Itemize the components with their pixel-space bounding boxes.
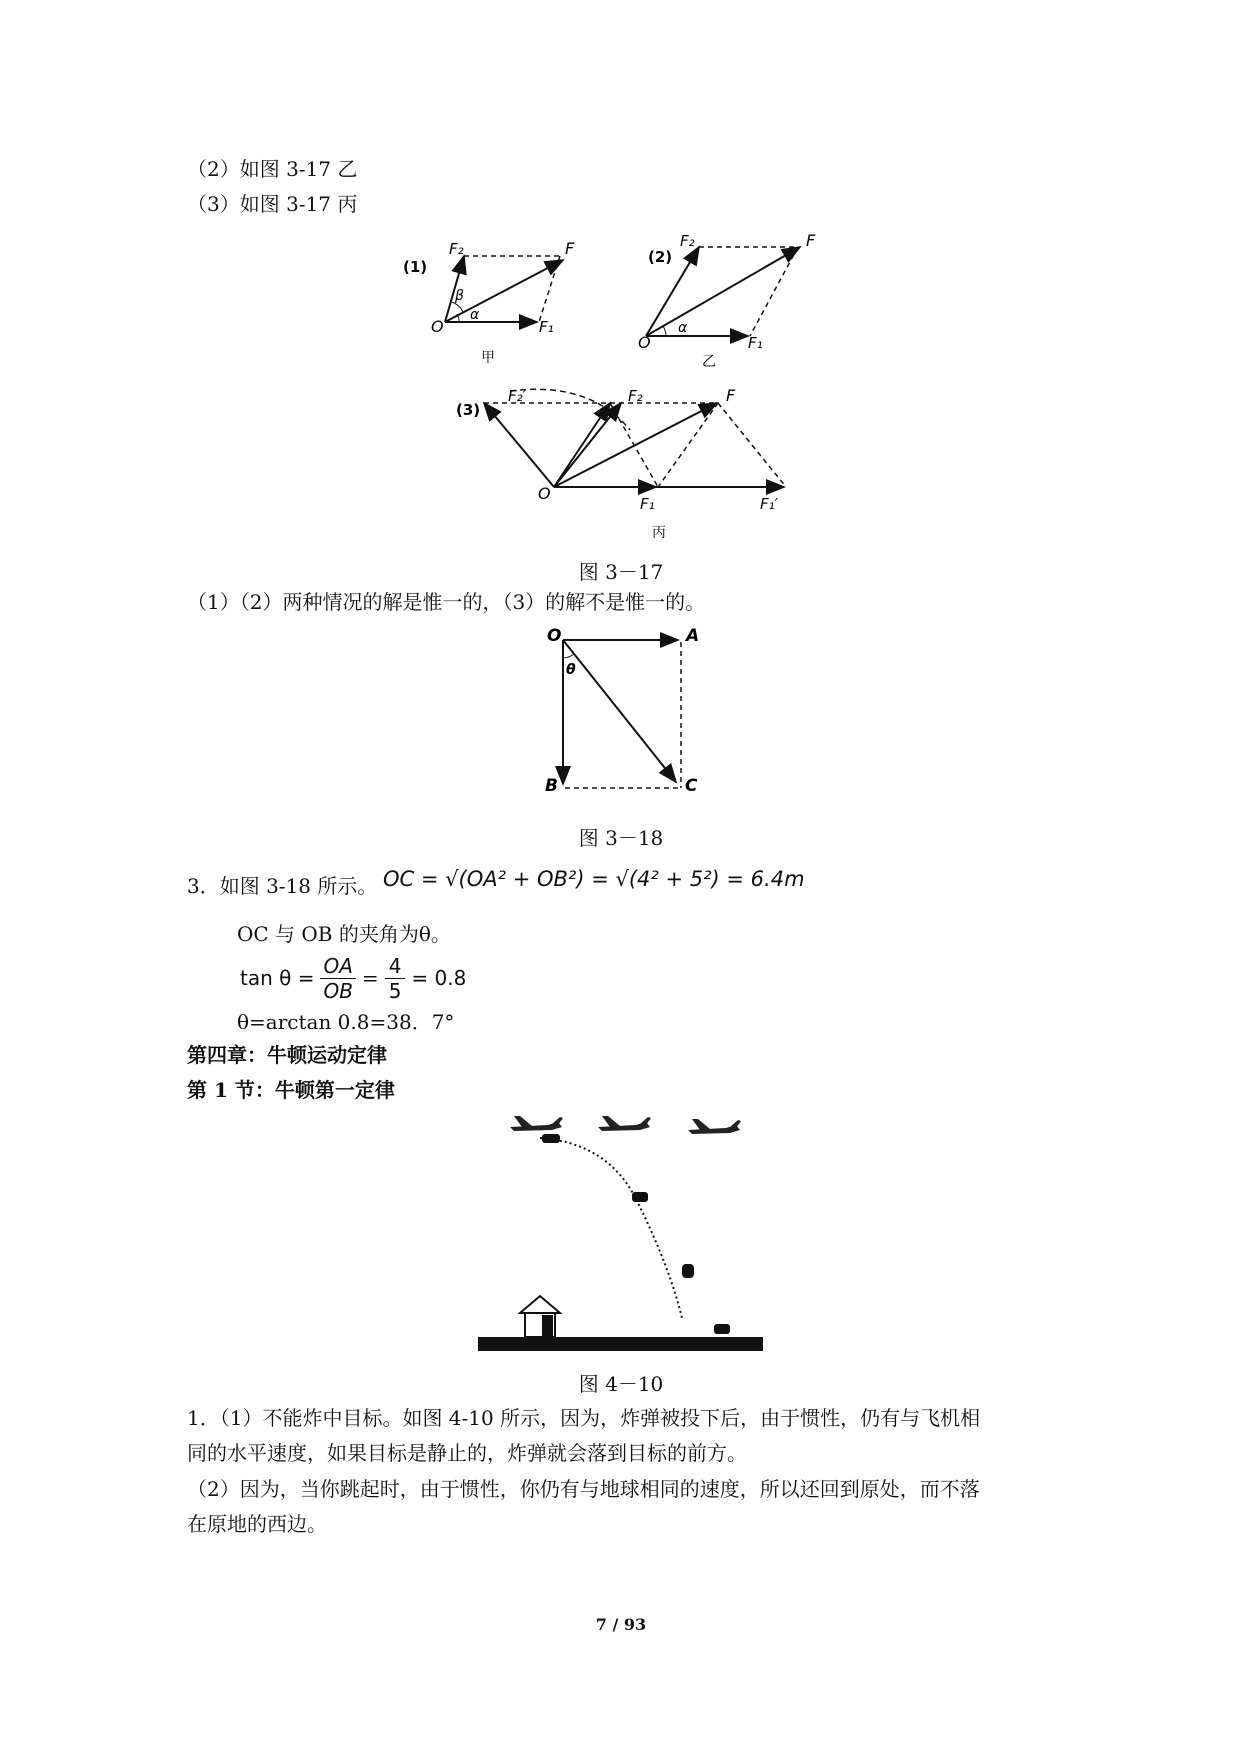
bing-dash-f1p bbox=[718, 403, 786, 487]
fig318-theta-arc bbox=[563, 654, 574, 658]
figure-4-10-caption: 图 4－10 bbox=[578, 1372, 664, 1396]
tan-formula: tan θ = $\frac{OA}{OB}$ = $\frac{4}{5}$ = 0.8 bbox=[240, 953, 467, 1003]
tan-den-1: OB bbox=[323, 978, 353, 1003]
bing-f-vector bbox=[554, 403, 717, 487]
jia-label-beta: β bbox=[455, 288, 464, 304]
ground-bar bbox=[478, 1337, 763, 1351]
bing-label-f1: F₁ bbox=[640, 495, 655, 513]
fig318-label-b: B bbox=[545, 776, 558, 796]
fig318-oc-vector bbox=[563, 640, 676, 782]
yi-label-o: O bbox=[638, 333, 651, 352]
bing-label-f2p: F₂′ bbox=[508, 387, 527, 405]
yi-label-f: F bbox=[806, 231, 816, 250]
bing-dash-arc bbox=[510, 389, 630, 430]
yi-label-f1: F₁ bbox=[748, 334, 763, 352]
fig318-label-a: A bbox=[686, 626, 700, 646]
yi-alpha-arc bbox=[663, 326, 666, 336]
bing-f2-vector bbox=[554, 403, 610, 487]
oc-angle-statement: OC 与 OB 的夹角为θ。 bbox=[237, 922, 451, 946]
section-heading: 第 1 节：牛顿第一定律 bbox=[187, 1078, 395, 1102]
page-number: 7 / 93 bbox=[595, 1615, 647, 1634]
figure-3-18-caption: 图 3－18 bbox=[578, 826, 664, 850]
figure-3-17-bing bbox=[450, 385, 800, 545]
jia-caption: 甲 bbox=[481, 350, 495, 366]
yi-tag: (2) bbox=[648, 248, 673, 266]
bomb-icon-1 bbox=[542, 1134, 560, 1143]
airplane-icon-3 bbox=[688, 1119, 741, 1134]
bing-label-f1p: F₁′ bbox=[760, 495, 779, 513]
bomb-trajectory bbox=[540, 1138, 682, 1318]
jia-label-o: O bbox=[431, 317, 444, 336]
uniqueness-statement: （1）（2）两种情况的解是惟一的，（3）的解不是惟一的。 bbox=[187, 590, 706, 614]
jia-label-f: F bbox=[565, 239, 575, 258]
bing-label-f2: F₂ bbox=[628, 387, 643, 405]
figure-4-10 bbox=[470, 1108, 770, 1353]
bing-label-o: O bbox=[538, 484, 551, 503]
yi-label-alpha: α bbox=[678, 320, 688, 336]
answer-2-line-b: 在原地的西边。 bbox=[187, 1512, 327, 1536]
answer-1-line-a: 1．（1）不能炸中目标。如图 4-10 所示，因为，炸弹被投下后，由于惯性，仍有与飞机相 bbox=[187, 1406, 981, 1430]
house-icon bbox=[520, 1296, 560, 1337]
answer-line-2: （2）如图 3-17 乙 bbox=[187, 157, 358, 181]
fig318-label-theta: θ bbox=[566, 662, 576, 678]
answer-1-line-b: 同的水平速度，如果目标是静止的，炸弹就会落到目标的前方。 bbox=[187, 1441, 747, 1465]
yi-label-f2: F₂ bbox=[680, 232, 695, 250]
airplane-icon-2 bbox=[598, 1116, 651, 1131]
yi-caption: 乙 bbox=[702, 354, 716, 370]
jia-tag: (1) bbox=[403, 258, 428, 276]
jia-label-f2: F₂ bbox=[449, 240, 464, 258]
answer-line-3: （3）如图 3-17 丙 bbox=[187, 192, 358, 216]
tan-den-2: 5 bbox=[388, 978, 402, 1003]
figure-3-17-yi bbox=[640, 232, 830, 372]
chapter-heading: 第四章：牛顿运动定律 bbox=[187, 1043, 387, 1067]
q3-prefix: 3．如图 3-18 所示。 bbox=[187, 874, 378, 898]
airplane-icon-1 bbox=[510, 1116, 563, 1131]
figure-3-17-caption: 图 3－17 bbox=[578, 560, 664, 584]
bing-f2b-vector bbox=[554, 403, 621, 487]
theta-result: θ=arctan 0.8=38．7° bbox=[237, 1010, 455, 1034]
bing-f2p-vector bbox=[484, 403, 554, 487]
tan-lhs: tan θ = bbox=[240, 966, 315, 990]
bing-dash-f1 bbox=[658, 403, 718, 487]
tan-rhs: = 0.8 bbox=[411, 966, 467, 990]
figure-3-18 bbox=[545, 626, 708, 798]
bing-label-f: F bbox=[726, 386, 736, 405]
tan-num-1: OA bbox=[320, 954, 355, 979]
bomb-icon-4 bbox=[714, 1324, 730, 1334]
oc-formula: OC = √(OA² + OB²) = √(4² + 5²) = 6.4m bbox=[383, 867, 805, 891]
tan-num-2: 4 bbox=[385, 954, 406, 979]
bomb-icon-2 bbox=[632, 1192, 648, 1202]
tan-fraction-2 bbox=[385, 954, 406, 1003]
bing-tag: (3) bbox=[456, 401, 481, 419]
jia-label-alpha: α bbox=[470, 307, 480, 323]
yi-dash-right bbox=[750, 247, 798, 336]
bing-caption: 丙 bbox=[652, 525, 666, 541]
tan-fraction-1 bbox=[320, 954, 355, 1003]
fig318-label-c: C bbox=[685, 776, 698, 796]
jia-label-f1: F₁ bbox=[539, 318, 554, 336]
bomb-icon-3 bbox=[682, 1264, 694, 1278]
bing-dash-mid bbox=[610, 403, 658, 487]
answer-2-line-a: （2）因为，当你跳起时，由于惯性，你仍有与地球相同的速度，所以还回到原处，而不落 bbox=[187, 1477, 980, 1501]
fig318-label-o: O bbox=[547, 626, 562, 646]
figure-3-17-jia bbox=[395, 232, 575, 372]
jia-dash-right bbox=[539, 256, 560, 322]
